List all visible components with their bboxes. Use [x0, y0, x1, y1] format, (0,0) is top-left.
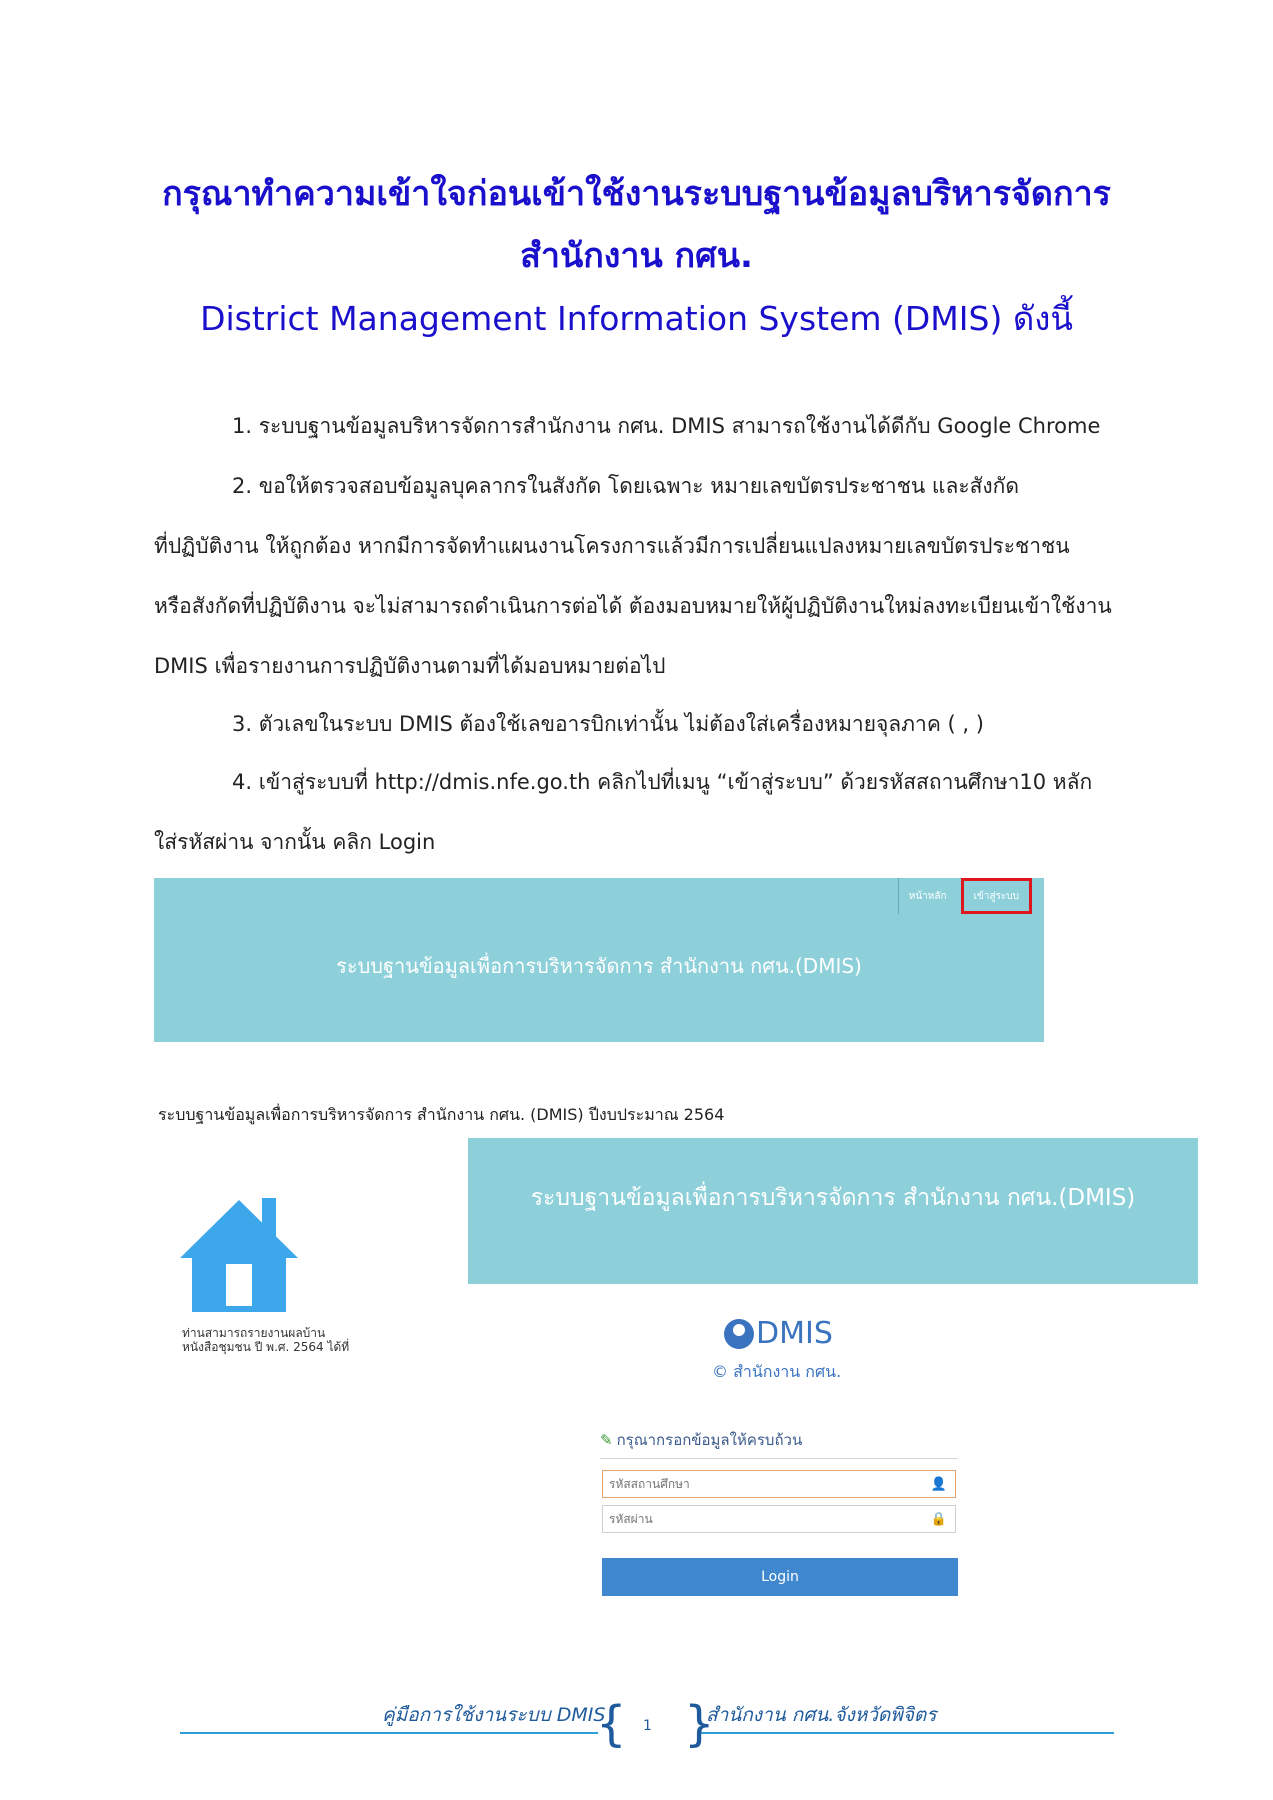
- instruction-2-line3: หรือสังกัดที่ปฏิบัติงาน จะไม่สามารถดำเนินการต่อได้ ต้องมอบหมายให้ผู้ปฏิบัติงานใหม่ลงทะเบียนเข้าใช้งาน: [154, 594, 1112, 618]
- dmis-logo-subtitle: © สำนักงาน กศน.: [712, 1362, 842, 1381]
- lock-icon: 🔒: [930, 1512, 947, 1527]
- login-page-caption: ระบบฐานข้อมูลเพื่อการบริหารจัดการ สำนักงาน กศน. (DMIS) ปีงบประมาณ 2564: [158, 1105, 725, 1124]
- login-button[interactable]: Login: [602, 1558, 958, 1596]
- top-nav: [898, 878, 1032, 914]
- password-field[interactable]: [602, 1505, 956, 1533]
- footer-line-left: [180, 1732, 598, 1734]
- login-form-heading: ✎ กรุณากรอกข้อมูลให้ครบถ้วน: [600, 1428, 958, 1459]
- nav-home-link[interactable]: หน้าหลัก: [898, 878, 957, 914]
- login-banner-title: ระบบฐานข้อมูลเพื่อการบริหารจัดการ สำนักงาน กศน.(DMIS): [530, 1185, 1136, 1211]
- dmis-logo: [724, 1316, 833, 1351]
- dmis-logo-text: DMIS: [756, 1316, 833, 1351]
- footer-right-text: สำนักงาน กศน.จังหวัดพิจิตร: [706, 1704, 937, 1726]
- site-banner-title: ระบบฐานข้อมูลเพื่อการบริหารจัดการ สำนักงาน กศน.(DMIS): [336, 954, 862, 978]
- instruction-1: 1. ระบบฐานข้อมูลบริหารจัดการสำนักงาน กศน. DMIS สามารถใช้งานได้ดีกับ Google Chrome: [232, 414, 1101, 438]
- instruction-2-line4: DMIS เพื่อรายงานการปฏิบัติงานตามที่ได้มอบหมายต่อไป: [154, 654, 666, 678]
- instruction-3: 3. ตัวเลขในระบบ DMIS ต้องใช้เลขอารบิกเท่านั้น ไม่ต้องใส่เครื่องหมายจุลภาค ( , ): [232, 712, 984, 736]
- footer-brace-right: }: [684, 1696, 715, 1752]
- password-input[interactable]: [603, 1506, 915, 1532]
- login-page-banner: [468, 1138, 1198, 1284]
- page-number: 1: [643, 1718, 652, 1734]
- instruction-2-line2: ที่ปฏิบัติงาน ให้ถูกต้อง หากมีการจัดทำแผนงานโครงการแล้วมีการเปลี่ยนแปลงหมายเลขบัตรประชาชน: [154, 534, 1070, 558]
- home-icon-caption: ท่านสามารถรายงานผลบ้าน หนังสือชุมชน ปี พ.ศ. 2564 ได้ที่: [182, 1326, 350, 1354]
- footer-left-text: คู่มือการใช้งานระบบ DMIS: [382, 1704, 606, 1726]
- footer-line-right: [698, 1732, 1114, 1734]
- document-title-line1: กรุณาทำความเข้าใจก่อนเข้าใช้งานระบบฐานข้อมูลบริหารจัดการ: [162, 174, 1111, 214]
- username-input[interactable]: [603, 1471, 915, 1497]
- instruction-4-line2: ใส่รหัสผ่าน จากนั้น คลิก Login: [154, 830, 436, 854]
- edit-icon: ✎: [600, 1431, 613, 1449]
- website-header-screenshot: [154, 878, 1044, 1042]
- document-title-line3: District Management Information System (DMIS) ดังนี้: [200, 299, 1073, 338]
- user-circle-icon: [724, 1319, 754, 1349]
- nav-login-link[interactable]: เข้าสู่ระบบ: [961, 878, 1032, 914]
- document-title-line2: สำนักงาน กศน.: [520, 236, 753, 276]
- instruction-4-line1: 4. เข้าสู่ระบบที่ http://dmis.nfe.go.th คลิกไปที่เมนู “เข้าสู่ระบบ” ด้วยรหัสสถานศึกษา10 หลัก: [232, 770, 1093, 794]
- user-icon: 👤: [930, 1477, 947, 1492]
- footer-brace-left: {: [596, 1696, 627, 1752]
- username-field[interactable]: [602, 1470, 956, 1498]
- instruction-2-line1: 2. ขอให้ตรวจสอบข้อมูลบุคลากรในสังกัด โดยเฉพาะ หมายเลขบัตรประชาชน และสังกัด: [232, 474, 1020, 498]
- home-icon[interactable]: [178, 1196, 300, 1320]
